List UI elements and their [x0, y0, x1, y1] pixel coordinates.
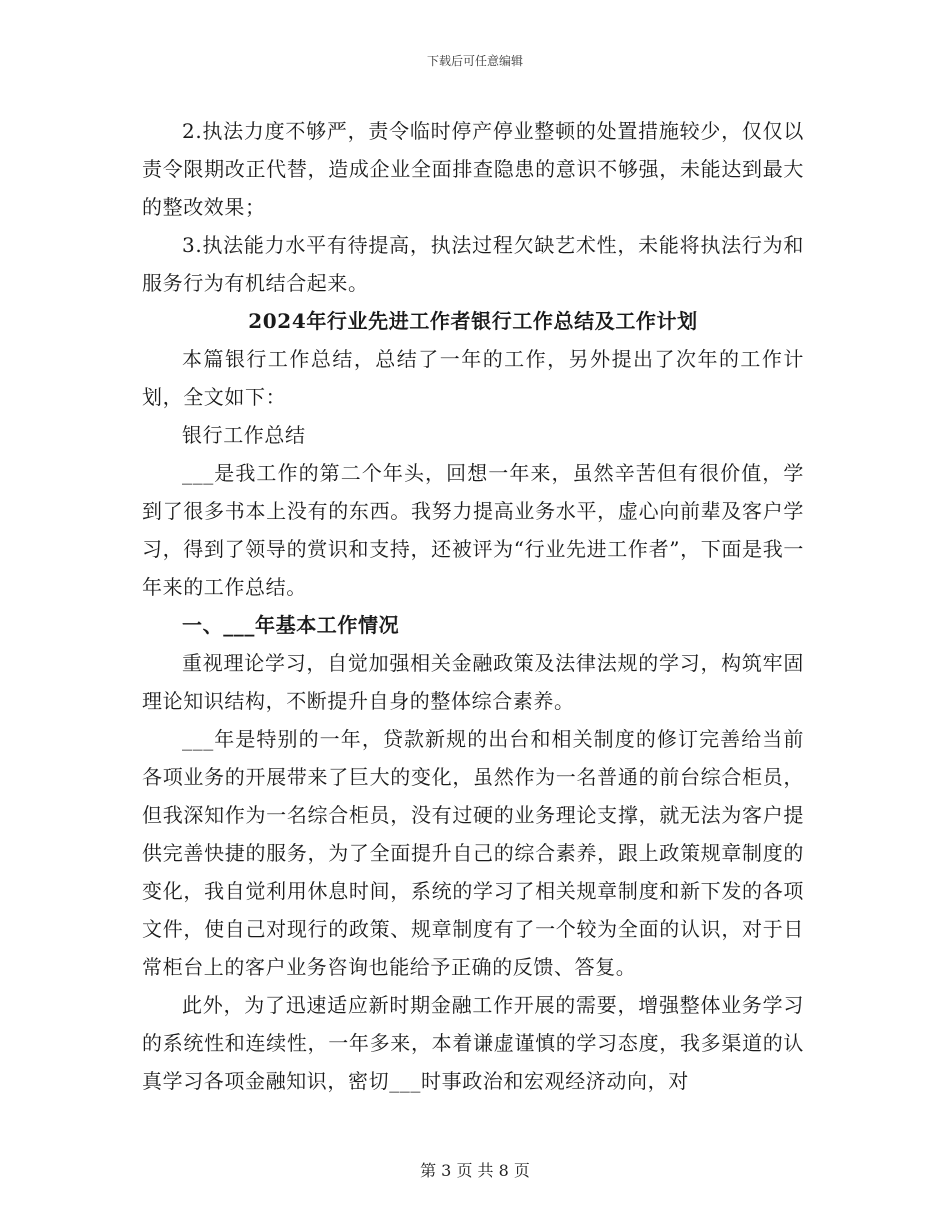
section-label-bank-summary: 银行工作总结 — [182, 423, 306, 447]
paragraph-enforcement-strength: 2.执法力度不够严，责令临时停产停业整顿的处置措施较少，仅仅以责令限期改正代替，造成企业全面排查隐患的意识不够强，未能达到最大的整改效果； — [142, 119, 804, 219]
paragraph-furthermore: 此外，为了迅速适应新时期金融工作开展的需要，增强整体业务学习的系统性和连续性，一年多来，本着谦虚谨慎的学习态度，我多渠道的认真学习各项金融知识，密切___时事政治和宏观经济动向，对 — [142, 993, 804, 1093]
paragraph-enforcement-ability: 3.执法能力水平有待提高，执法过程欠缺艺术性，未能将执法行为和服务行为有机结合起来。 — [142, 233, 804, 295]
page-number-footer: 第 3 页 共 8 页 — [420, 1161, 530, 1180]
section-heading-basic-work: 一、___年基本工作情况 — [182, 613, 400, 637]
paragraph-intro: 本篇银行工作总结，总结了一年的工作，另外提出了次年的工作计划，全文如下： — [142, 347, 804, 409]
document-title: 2024年行业先进工作者银行工作总结及工作计划 — [248, 309, 698, 333]
paragraph-theory-study: 重视理论学习，自觉加强相关金融政策及法律法规的学习，构筑牢固理论知识结构，不断提升自身的整体综合素养。 — [142, 651, 804, 713]
document-body — [142, 112, 804, 1100]
paragraph-special-year: ___年是特别的一年，贷款新规的出台和相关制度的修订完善给当前各项业务的开展带来了巨大的变化，虽然作为一名普通的前台综合柜员，但我深知作为一名综合柜员，没有过硬的业务理论支撑，就无法为客户提供完善快捷的服务，为了全面提升自己的综合素养，跟上政策规章制度的变化，我自觉利用休息时间，系统的学习了相关规章制度和新下发的各项文件，使自己对现行的政策、规章制度有了一个较为全面的认识，对于日常柜台上的客户业务咨询也能给予正确的反馈、答复。 — [142, 727, 804, 979]
paragraph-second-year: ___是我工作的第二个年头，回想一年来，虽然辛苦但有很价值，学到了很多书本上没有的东西。我努力提高业务水平，虚心向前辈及客户学习，得到了领导的赏识和支持，还被评为“行业先进工作者”，下面是我一年来的工作总结。 — [142, 461, 804, 599]
header-note: 下载后可任意编辑 — [426, 54, 523, 68]
